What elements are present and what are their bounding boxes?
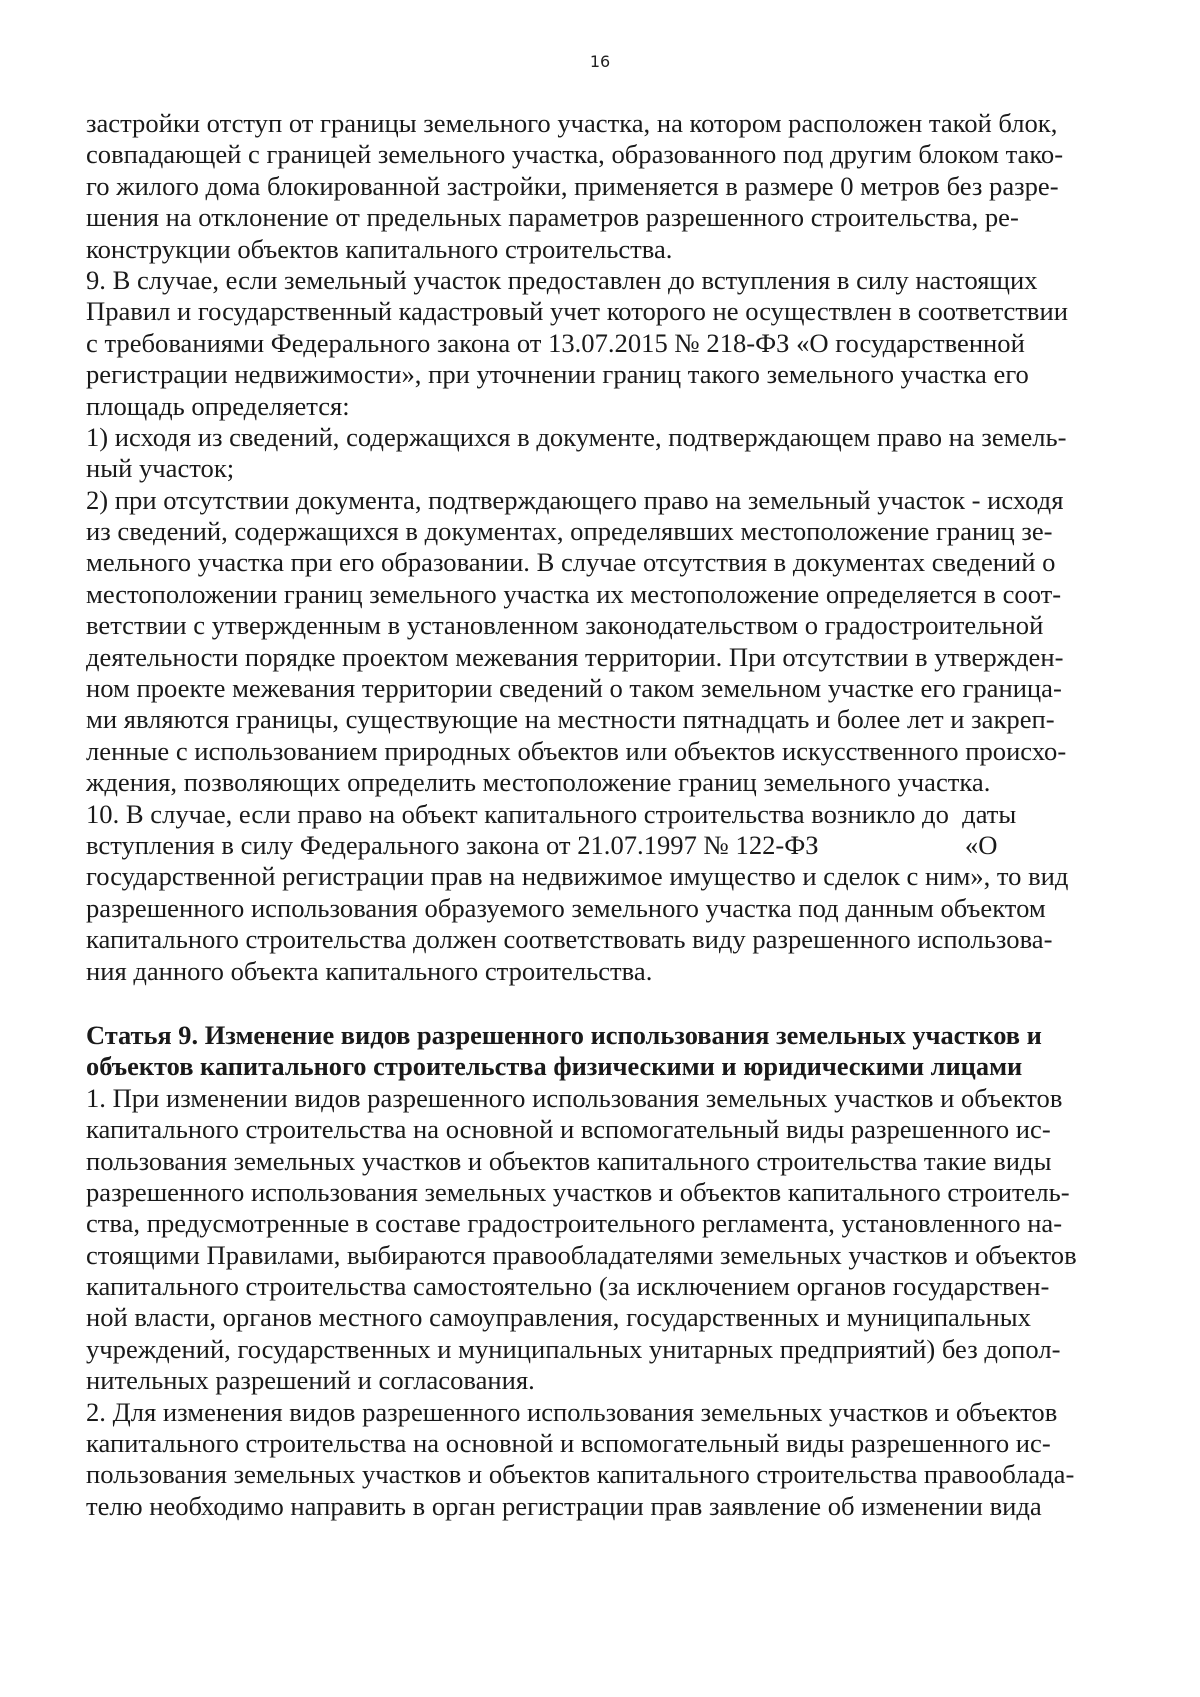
text-line: мельного участка при его образовании. В случае отсутствия в документах сведений о: [86, 547, 1056, 578]
text-line: конструкции объектов капитального строительства.: [86, 233, 673, 264]
text-line: 9. В случае, если земельный участок предоставлен до вступления в силу настоящих: [86, 264, 1038, 295]
article-heading: [86, 1020, 1134, 1083]
heading-line: Статья 9. Изменение видов разрешенного использования земельных участков и: [86, 1019, 1042, 1050]
text-line: пользования земельных участков и объектов капитального строительства такие виды: [86, 1145, 1052, 1176]
text-line: 1. При изменении видов разрешенного использования земельных участков и объектов: [86, 1082, 1063, 1113]
text-line: 2) при отсутствии документа, подтверждающего право на земельный участок - исходя: [86, 484, 1064, 515]
text-line: капитального строительства на основной и вспомогательный виды разрешенного ис-: [86, 1428, 1051, 1459]
text-line: с требованиями Федерального закона от 13.07.2015 № 218-ФЗ «О государственной: [86, 327, 1025, 358]
text-line: застройки отступ от границы земельного участка, на котором расположен такой блок,: [86, 108, 1058, 138]
heading-line: объектов капитального строительства физическими и юридическими лицами: [86, 1051, 1023, 1082]
text-line: площадь определяется:: [86, 390, 350, 421]
text-line: 2. Для изменения видов разрешенного использования земельных участков и объектов: [86, 1396, 1058, 1427]
text-line: ном проекте межевания территории сведений о таком земельном участке его граница-: [86, 673, 1062, 704]
text-line: ветствии с утвержденным в установленном законодательством о градостроительной: [86, 610, 1044, 641]
paragraph-item-9: [86, 265, 1134, 422]
text-line: ми являются границы, существующие на местности пятнадцать и более лет и закреп-: [86, 704, 1055, 735]
article-paragraph-2: [86, 1397, 1134, 1523]
text-line: го жилого дома блокированной застройки, применяется в размере 0 метров без разре-: [86, 170, 1059, 201]
text-line: деятельности порядке проектом межевания территории. При отсутствии в утвержден-: [86, 641, 1064, 672]
text-line: государственной регистрации прав на недвижимое имущество и сделок с ним», то вид: [86, 861, 1069, 892]
text-line: совпадающей с границей земельного участка, образованного под другим блоком тако-: [86, 139, 1064, 170]
article-9-section: [86, 1020, 1134, 1522]
text-line: ный участок;: [86, 453, 235, 484]
text-line: нительных разрешений и согласования.: [86, 1365, 535, 1396]
text-line: Правил и государственный кадастровый учет которого не осуществлен в соответствии: [86, 296, 1068, 327]
text-line: капитального строительства на основной и вспомогательный виды разрешенного ис-: [86, 1114, 1051, 1145]
text-line: шения на отклонение от предельных параметров разрешенного строительства, ре-: [86, 202, 1019, 233]
text-line: разрешенного использования земельных участков и объектов капитального строитель-: [86, 1176, 1070, 1207]
paragraph-subitem-2: [86, 485, 1134, 799]
text-line: регистрации недвижимости», при уточнении границ такого земельного участка его: [86, 359, 1029, 390]
text-line: стоящими Правилами, выбираются правообладателями земельных участков и объектов: [86, 1239, 1077, 1270]
text-line: 10. В случае, если право на объект капитального строительства возникло до даты: [86, 798, 1017, 829]
text-line: вступления в силу Федерального закона от 21.07.1997 № 122-ФЗ «О: [86, 829, 998, 860]
text-line: из сведений, содержащихся в документах, определявших местоположение границ зе-: [86, 516, 1053, 547]
article-paragraph-1: [86, 1083, 1134, 1397]
paragraph-continuation: [86, 108, 1134, 265]
section-spacer: [86, 987, 1134, 1020]
document-body: [86, 108, 1134, 1522]
text-line: капитального строительства должен соответствовать виду разрешенного использова-: [86, 924, 1053, 955]
text-line: пользования земельных участков и объектов капитального строительства правооблада-: [86, 1459, 1075, 1490]
text-line: телю необходимо направить в орган регистрации прав заявление об изменении вида: [86, 1490, 1042, 1521]
paragraph-item-10: [86, 799, 1134, 987]
paragraph-subitem-1: [86, 422, 1134, 485]
page-number: 16: [589, 52, 611, 71]
text-line: капитального строительства самостоятельно (за исключением органов государствен-: [86, 1271, 1050, 1302]
text-line: разрешенного использования образуемого земельного участка под данным объектом: [86, 892, 1046, 923]
text-line: 1) исходя из сведений, содержащихся в документе, подтверждающем право на земель-: [86, 421, 1067, 452]
text-line: учреждений, государственных и муниципальных унитарных предприятий) без допол-: [86, 1333, 1061, 1364]
text-line: местоположении границ земельного участка их местоположение определяется в соот-: [86, 578, 1062, 609]
text-line: ждения, позволяющих определить местоположение границ земельного участка.: [86, 767, 991, 798]
text-line: ства, предусмотренные в составе градостроительного регламента, установленного на-: [86, 1208, 1063, 1239]
text-line: ния данного объекта капитального строительства.: [86, 955, 653, 986]
text-line: ленные с использованием природных объектов или объектов искусственного происхо-: [86, 735, 1067, 766]
text-line: ной власти, органов местного самоуправления, государственных и муниципальных: [86, 1302, 1031, 1333]
